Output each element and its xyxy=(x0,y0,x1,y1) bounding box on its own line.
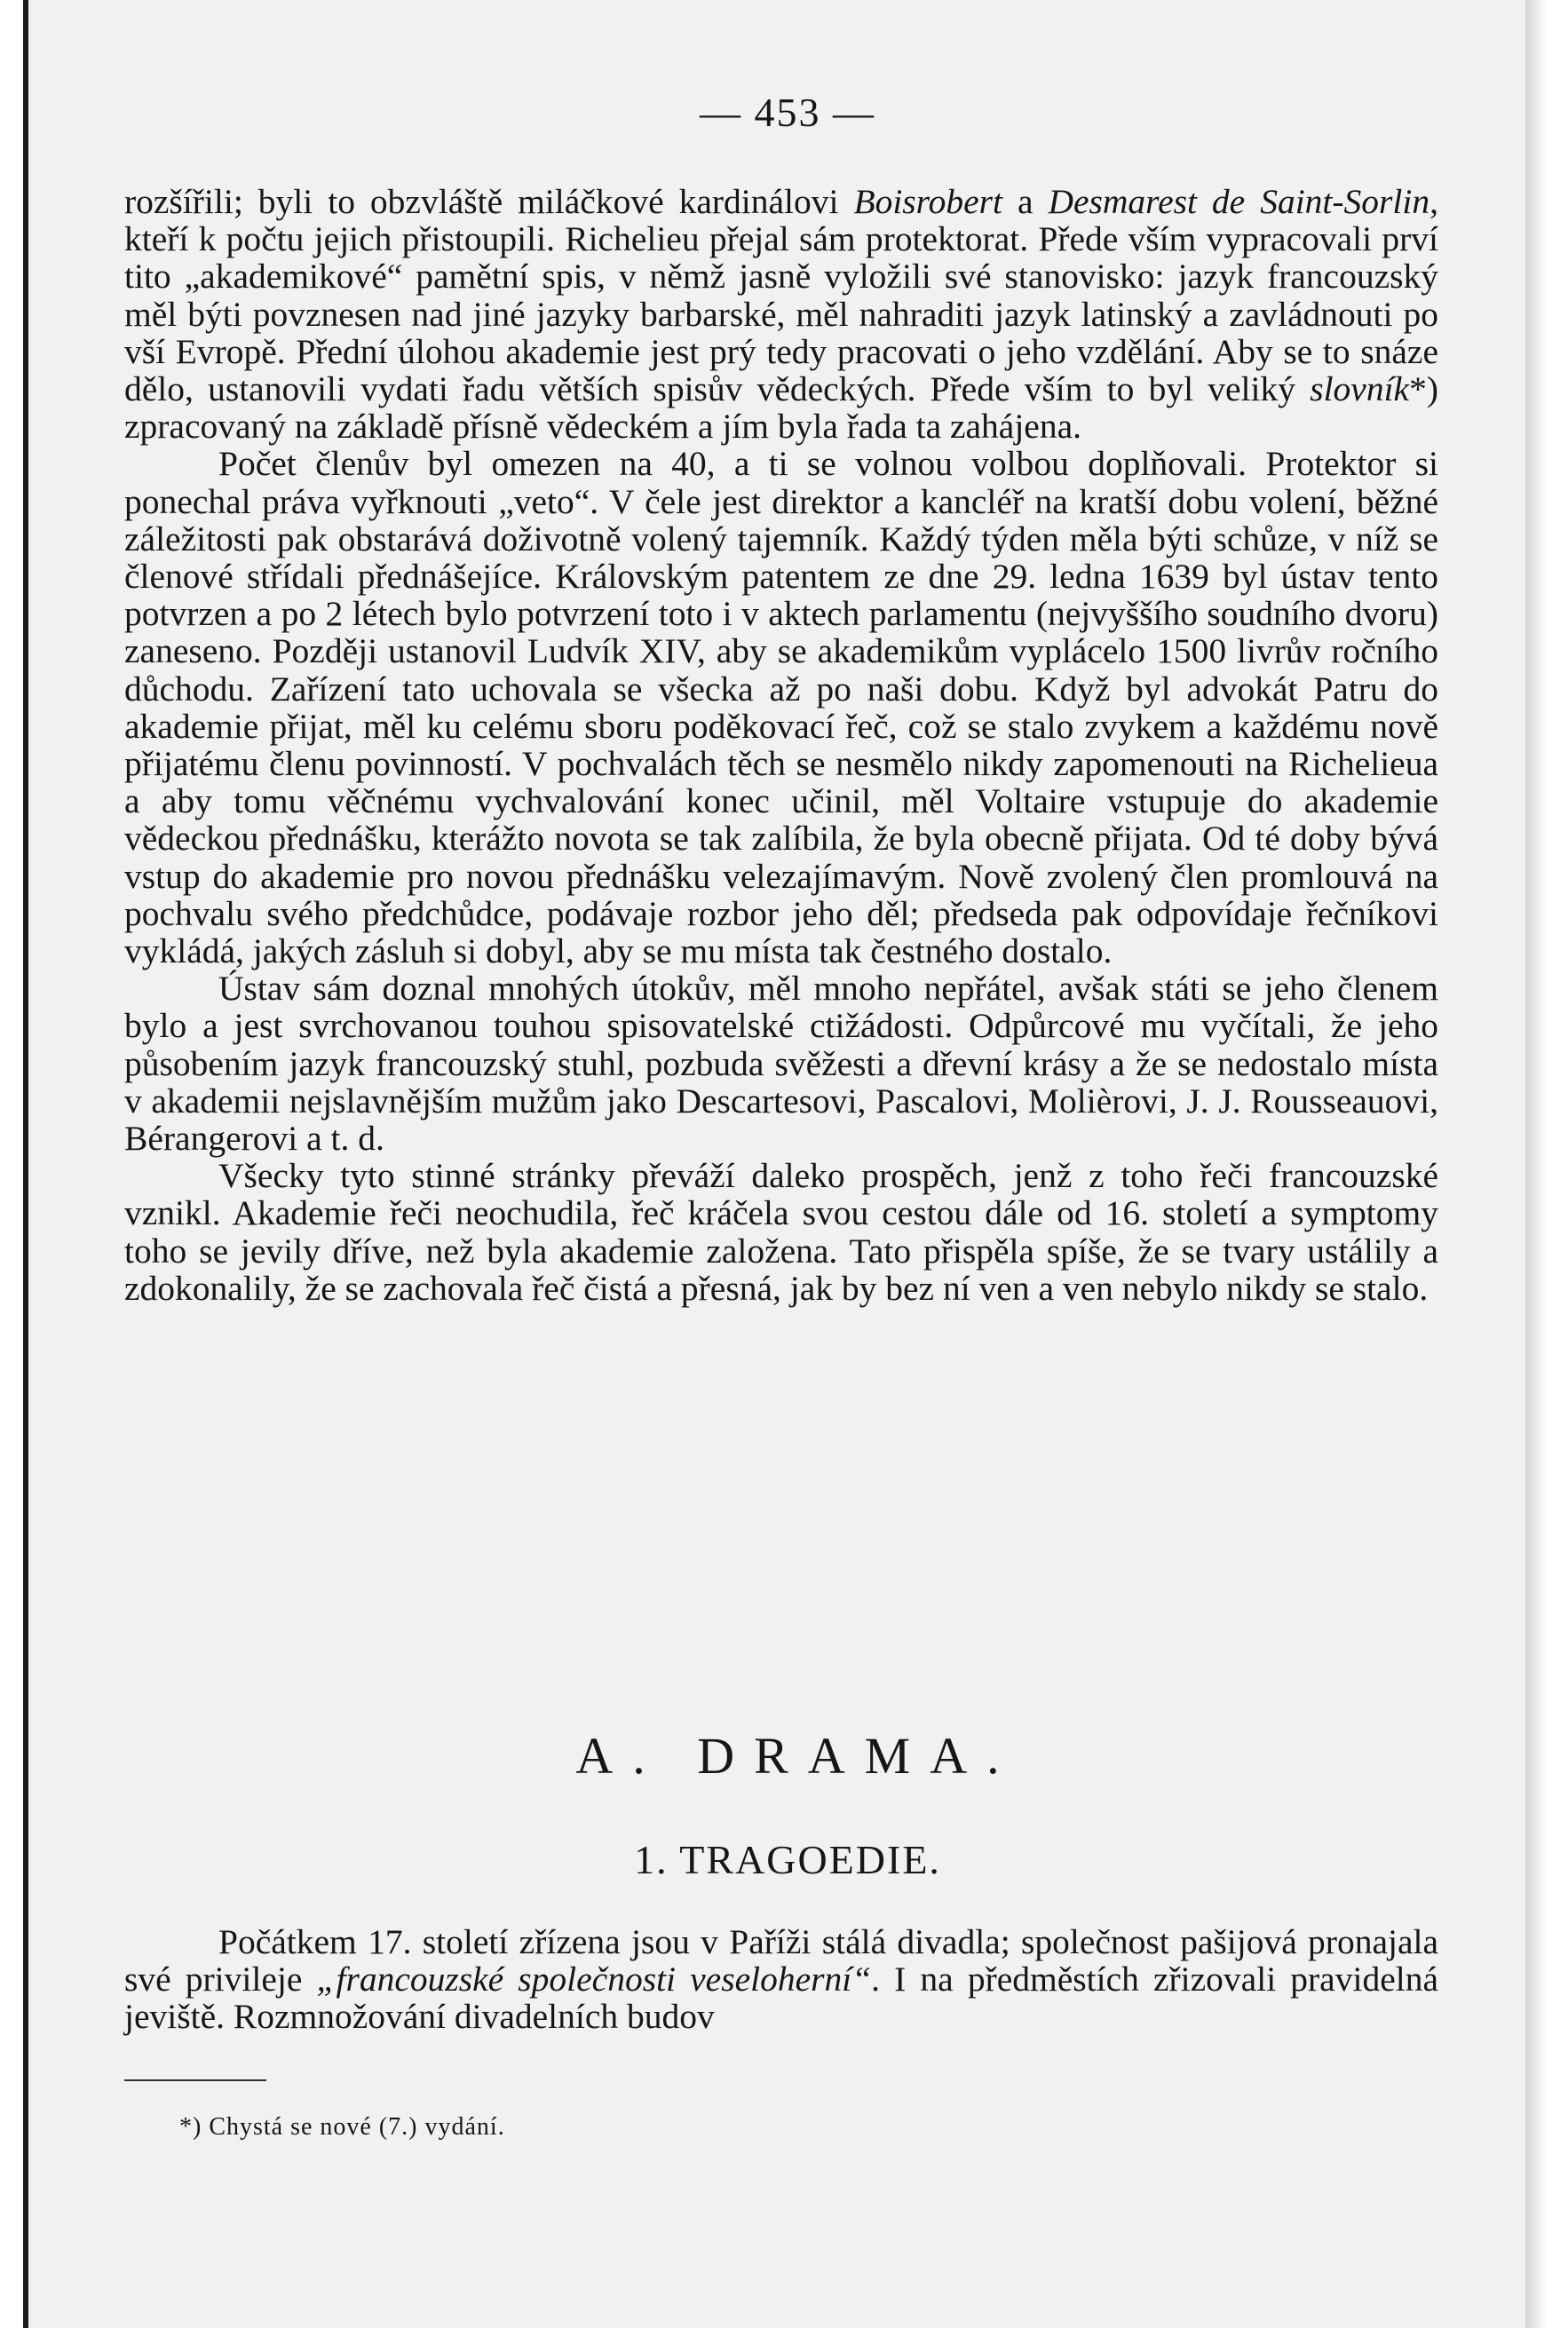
text-run: Počátkem 17. století zřízena jsou v Paříži stálá divadla; společnost pašijová pronajala své privileje xyxy=(124,1922,1438,1999)
text-run: rozšířili; byli to obzvláště miláčkové kardinálovi xyxy=(124,182,854,221)
footnote: *) Chystá se nové (7.) vydání. xyxy=(179,2113,505,2141)
paragraph-theatres xyxy=(124,1923,1438,2036)
text-run: a xyxy=(1002,182,1049,221)
text-run: . I na předměstích zřizovali pravidelná jeviště. Rozmnožování divadelních budov xyxy=(124,1960,1438,2037)
page-edge-shadow xyxy=(1525,0,1547,2328)
section-heading-drama: A. DRAMA. xyxy=(575,1727,1019,1785)
name-boisrobert: Boisrobert xyxy=(853,182,1002,221)
book-page xyxy=(23,0,1547,2328)
paragraph-academy-founders xyxy=(124,183,1438,445)
subsection-heading-tragoedie: 1. TRAGOEDIE. xyxy=(634,1837,941,1882)
footnote-divider xyxy=(124,2079,266,2081)
tragedy-text xyxy=(124,1923,1438,2036)
text-run: *) zpracovaný na základě přísně vědeckém a jím byla řada ta zahájena. xyxy=(124,369,1438,447)
term-society: „francouzské společnosti veseloherní“ xyxy=(316,1960,872,1999)
paragraph-members: Počet členův byl omezen na 40, a ti se volnou volbou doplňovali. Protektor si ponechal práva vyřknouti „veto“. V čele jest direktor a kancléř na kratší dobu volení, běžné záležitosti pak obstarává doživotně volený tajemník. Každý týden měla býti schůze, v níž se členové střídali přednášejíce. Královským patentem ze dne 29. ledna 1639 byl ústav tento potvrzen a po 2 létech bylo potvrzení toto i v aktech parlamentu (nejvyššího soudního dvoru) zaneseno. Později ustanovil Ludvík XIV, aby se akademikům vyplácelo 1500 livrův ročního důchodu. Zařízení tato uchovala se všecka až po naši dobu. Když byl advokát Patru do akademie přijat, měl ku celému sboru poděkovací řeč, což se stalo zvykem a každému nově přijatému členu povinností. V pochvalách těch se nesmělo nikdy zapomenouti na Richelieua a aby tomu věčnému vychvalování konec učinil, měl Voltaire vstupuje do akademie vědeckou přednášku, kterážto novota se tak zalíbila, že byla obecně přijata. Od té doby bývá vstup do akademie pro novou přednášku velezajímavým. Nově zvolený člen promlouvá na pochvalu svého předchůdce, podávaje rozbor jeho děl; předseda pak odpovídaje řečníkovi vykládá, jakých zásluh si dobyl, aby se mu místa tak čestného dostalo. xyxy=(124,444,1438,971)
page-number: — 453 — xyxy=(700,90,875,135)
name-desmarest: Desmarest de Saint-Sorlin xyxy=(1048,182,1430,221)
paragraph-criticism: Ústav sám doznal mnohých útokův, měl mnoho nepřátel, avšak státi se jeho členem bylo a jest svrchovanou touhou spisovatelské ctižádosti. Odpůrcové mu vyčítali, že jeho působením jazyk francouzský stuhl, pozbuda svěžesti a dřevní krásy a že se nedostalo místa v akademii nejslavnějším mužům jako Descartesovi, Pascalovi, Molièrovi, J. J. Rousseauovi, Bérangerovi a t. d. xyxy=(124,969,1438,1159)
main-text xyxy=(124,183,1438,1307)
text-run: , kteří k počtu jejich přistoupili. Richelieu přejal sám protektorat. Přede vším vypracovali prví tito „akademikové“ pamětní spis, v němž jasně vyložili své stanovisko: jazyk francouzský měl býti povznesen nad jiné jazyky barbarské, měl nahraditi jazyk latinský a zavládnouti po vší Evropě. Přední úlohou akademie jest prý tedy pracovati o jeho vzdělání. Aby se to snáze dělo, ustanovili vydati řadu větších spisův vědeckých. Přede vším to byl veliký xyxy=(124,182,1438,409)
paragraph-benefits: Všecky tyto stinné stránky převáží daleko prospěch, jenž z toho řeči francouzské vznikl. Akademie řeči neochudila, řeč kráčela svou cestou dále od 16. století a symptomy toho se jevily dříve, než byla akademie založena. Tato přispěla spíše, že se tvary ustálily a zdokonalily, že se zachovala řeč čistá a přesná, jak by bez ní ven a ven nebylo nikdy se stalo. xyxy=(124,1156,1438,1308)
term-slovnik: slovník xyxy=(1310,369,1410,409)
